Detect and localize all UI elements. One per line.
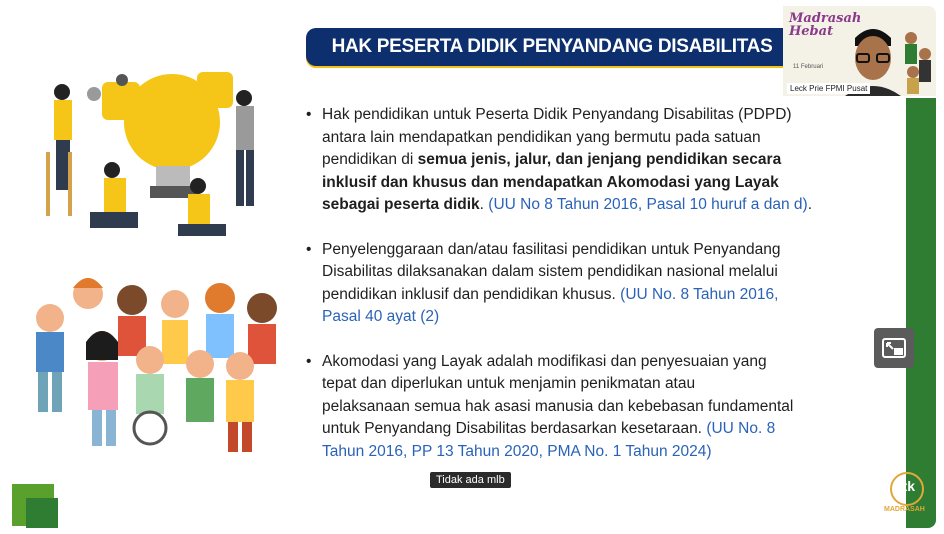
logo-text: MADRASAH [884, 506, 925, 513]
bullet-1-line-3-normal: pendidikan di [322, 151, 418, 168]
bullet-3-line-5: Tahun 2016, PP 13 Tahun 2020, PMA No. 1 Tahun 2024) [322, 442, 712, 460]
bullet-1-line-5 [322, 194, 866, 217]
poster-title: Madrasah Hebat [789, 11, 862, 39]
bullet-1-line-2: antara lain mendapatkan pendidikan yang bermutu pada satuan [322, 128, 761, 146]
bullet-1-line-4-bold: inklusif dan khusus dan mendapatkan Akomodasi yang Layak [322, 173, 779, 191]
bullet-item-3 [306, 351, 866, 464]
bullet-3-line-2: tepat dan diperlukan untuk menjamin penikmatan atau [322, 375, 696, 392]
bullet-2-reference-a: (UU No. 8 Tahun 2016, [620, 285, 779, 303]
green-accent-square-dark [26, 498, 58, 528]
bullet-2-line-3 [322, 284, 866, 307]
webcam-label: Leck Prie FPMI Pusat [787, 83, 870, 94]
green-accent-bar [906, 98, 936, 528]
video-frame [8, 6, 936, 528]
diverse-children-illustration [10, 268, 298, 458]
bullet-3-line-4-normal: untuk Penyandang Disabilitas berdasarkan kesetaraan. [322, 420, 707, 437]
picture-in-picture-button[interactable] [874, 328, 914, 368]
bullet-1-line-3-bold: semua jenis, jalur, dan jenjang pendidikan secara [417, 151, 782, 168]
bullet-icon: • [306, 240, 312, 258]
poster-date: 11 Februari [793, 64, 824, 70]
madrasah-logo [886, 472, 926, 520]
bullet-1-line-3 [322, 149, 866, 172]
logo-mark: gtk [894, 478, 915, 494]
bullet-2-line-2: Disabilitas dilaksanakan dalam sistem pendidikan nasional melalui [322, 263, 778, 280]
bullet-1-line-4 [322, 172, 866, 195]
bullet-2-line-1: Penyelenggaraan dan/atau fasilitasi pendidikan untuk Penyandang [322, 240, 781, 258]
slide-title: HAK PESERTA DIDIK PENYANDANG DISABILITAS [331, 36, 773, 57]
bullet-3-line-4 [322, 418, 866, 441]
presentation-slide [8, 6, 936, 528]
bullet-1-line-5-dot: . [479, 196, 489, 213]
bullet-1-reference: (UU No 8 Tahun 2016, Pasal 10 huruf a dan d) [488, 196, 808, 213]
bullet-item-1 [306, 104, 866, 217]
caption-text: Tidak ada mlb [430, 472, 511, 488]
bullet-icon: • [306, 106, 312, 123]
webcam-overlay [783, 6, 936, 96]
poster-people-image [901, 24, 935, 94]
bullet-3-line-1: Akomodasi yang Layak adalah modifikasi dan penyesuaian yang [322, 352, 767, 370]
bullet-1-line-1: Hak pendidikan untuk Peserta Didik Penyandang Disabilitas (PDPD) [322, 106, 792, 123]
bullet-2-line-3-normal: pendidikan inklusif dan pendidikan khusus. [322, 285, 621, 303]
bullet-1-end: . [807, 196, 812, 213]
slide-title-bar [306, 28, 798, 66]
bullet-2-line-4: Pasal 40 ayat (2) [322, 308, 440, 325]
teamwork-puzzle-illustration [32, 62, 282, 252]
picture-in-picture-icon [882, 338, 906, 358]
bullet-icon: • [306, 352, 312, 370]
bullet-item-2 [306, 239, 866, 329]
bullet-3-reference-a: (UU No. 8 [706, 420, 776, 437]
bullet-1-line-5-bold: sebagai peserta didik [322, 196, 480, 213]
bullet-list [306, 104, 866, 485]
bullet-3-line-3: pelaksanaan semua hak asasi manusia dan kebebasan fundamental [322, 397, 794, 415]
